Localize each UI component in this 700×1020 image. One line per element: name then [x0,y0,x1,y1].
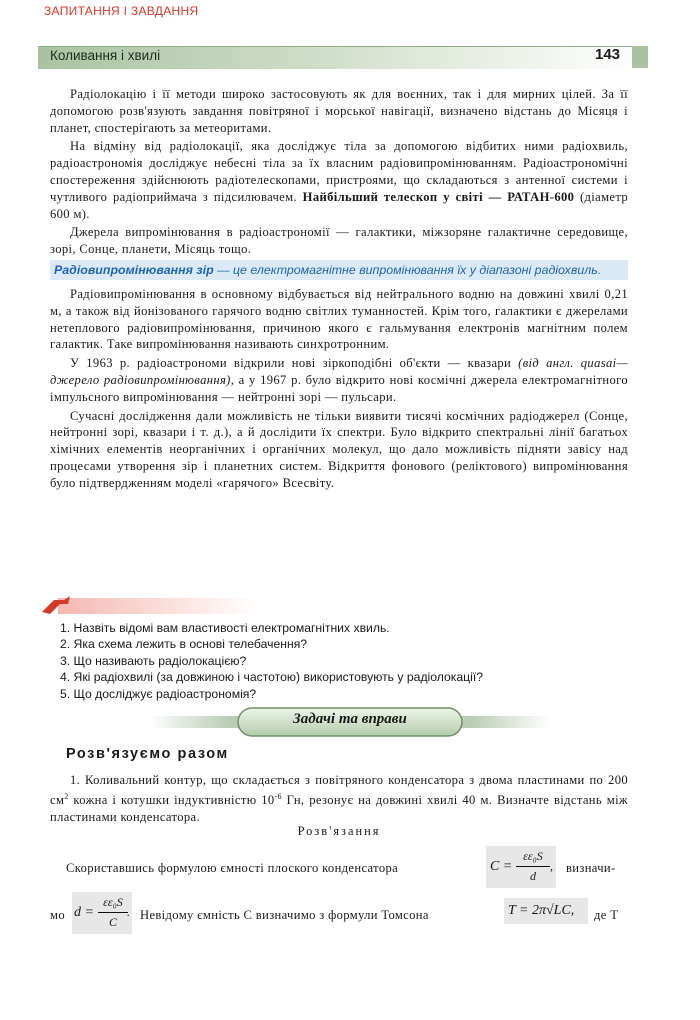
capacitance-comma: , [550,859,553,873]
definition-box [50,260,628,280]
capacitance-fraction-bar [516,866,550,867]
solution-line-1-text: Скориставшись формулою ємності плоского конденсатора [66,861,399,875]
questions-list [60,620,620,702]
question-item: 1. Назвіть відомі вам властивості електромагнітних хвиль. [60,621,390,635]
paragraph-modern-research: Сучасні дослідження дали можливість не тільки виявити тисячі космічних радіоджерел (Сонце, нейтронні зорі, квазари і т. д.), а й дослідити їх спектри. Було відкрито спектральні лінії багатьох хімічних елементів неорганічних і органічних молекул, що дало можливість підняти завісу над процесами утворення зір і планетних систем. Відкриття фонового (реліктового) випромінювання було підтвердженням моделі «гарячого» Всесвіту. [50,408,628,490]
paragraph-radioastronomy-text: На відміну від радіолокації, яка досліджує тіла за допомогою відбитих ними радіохвиль, радіоастрономія досліджує небесні тіла за їх власним радіовипромінюванням. Радіоастрономічні спостереження здійснюють радіотелескопами, пристроями, що складаються з антенної системи і чутливого радіоприймача з підсилювачем. [50,139,628,204]
paragraph-sources: Джерела випромінювання в радіоастрономії — галактики, міжзоряне галактичне середовище, зорі, Сонце, планети, Місяць тощо. [50,225,628,257]
solution-line-2-prefix: мо [50,908,65,922]
paragraph-quasars [50,355,628,405]
header-tab-marker [632,46,648,68]
capacitance-numerator: εε₀S [523,849,543,863]
main-text [50,86,628,494]
task-1-part-a: 1. Коливальний контур, що складається з повітряного конденсатора з двома пластинами по 200 см [50,773,628,807]
capacitance-lhs: C = [490,859,513,874]
solve-together-heading: Розв'язуємо разом [66,746,229,762]
solution-line-2-text: Невідому ємність С визначимо з формули Томсона [140,908,429,922]
task-1-part-c: Гн, резонує на довжині хвилі 40 м. Визначте відстань між пластинами конденсатора. [50,792,628,824]
distance-formula [72,892,132,934]
running-header: Коливання і хвилі [50,48,161,63]
question-item: 5. Що досліджує радіоастрономія? [60,686,257,701]
task-1-sup-exponent: -6 [274,791,282,801]
page-number: 143 [595,46,621,63]
distance-period: . [127,905,130,919]
questions-header-graphic [40,594,260,618]
tasks-banner-label: Задачі та вправи [293,711,407,727]
capacitance-denominator: d [530,869,536,883]
ratan-diameter: (діаметр 600 м). [50,189,628,221]
distance-numerator: εε₀S [103,895,123,909]
solution-line-2-end: де T [594,908,619,922]
questions-title: ЗАПИТАННЯ І ЗАВДАННЯ [44,4,199,18]
ratan-600-highlight: Найбільший телескоп у світі — РАТАН-600 [296,189,575,204]
paragraph-hydrogen: Радіовипромінювання в основному відбувається від нейтрального водню на довжині хвилі 0,21 м, а також від йонізованого гарячого водню світлих туманностей. Крім того, галактики є джерелами нетеплового радіовипромінювання, причиною якого є гальмування електронів магнітним полем галактик. Таке випромінювання називають синхротронним. [50,286,628,352]
task-1-part-b: кожна і котушки індуктивністю 10 [68,792,275,807]
task-1-sup-area: 2 [64,791,69,801]
question-item: 2. Яка схема лежить в основі телебачення? [60,637,308,652]
definition-text: — це електромагнітне випромінювання їх у діапазоні радіохвиль. [213,262,602,277]
question-item: 4. Які радіохвилі (за довжиною і частотою) використовують у радіолокації? [60,670,484,685]
quasars-etymology: (від англ. quasai— джерело радіовипромінювання), [50,356,629,387]
capacitance-formula [486,846,556,888]
task-1 [50,772,628,832]
solution-heading: Розв'язання [297,824,381,838]
thomson-formula: T = 2π√LC, [504,898,588,924]
quasars-text: У 1963 р. радіоастрономи відкрили нові зіркоподібні об'єкти — квазари [70,356,519,371]
solution-line-1-end: визначи- [566,861,616,875]
distance-denominator: C [108,915,117,929]
question-item: 3. Що називають радіолокацією? [60,653,247,668]
definition-term: Радіовипромінювання зір [54,262,214,277]
distance-lhs: d = [74,905,94,920]
paragraph-radioastronomy [50,138,628,222]
paragraph-radiolocation: Радіолокацію і її методи широко застосовують як для воєнних, так і для мирних цілей. За її допомогою розв'язують завдання повітряної і морської навігації, визначено відстань до Місяця і планет, спостерігають за метеоритами. [50,87,628,135]
distance-fraction-bar [98,912,128,913]
task-1-text [50,772,628,826]
pulsars-text: а у 1967 р. було відкрито нові космічні джерела електромагнітного імпульсного випромінювання — нейтронні зорі — пульсари. [50,372,628,404]
